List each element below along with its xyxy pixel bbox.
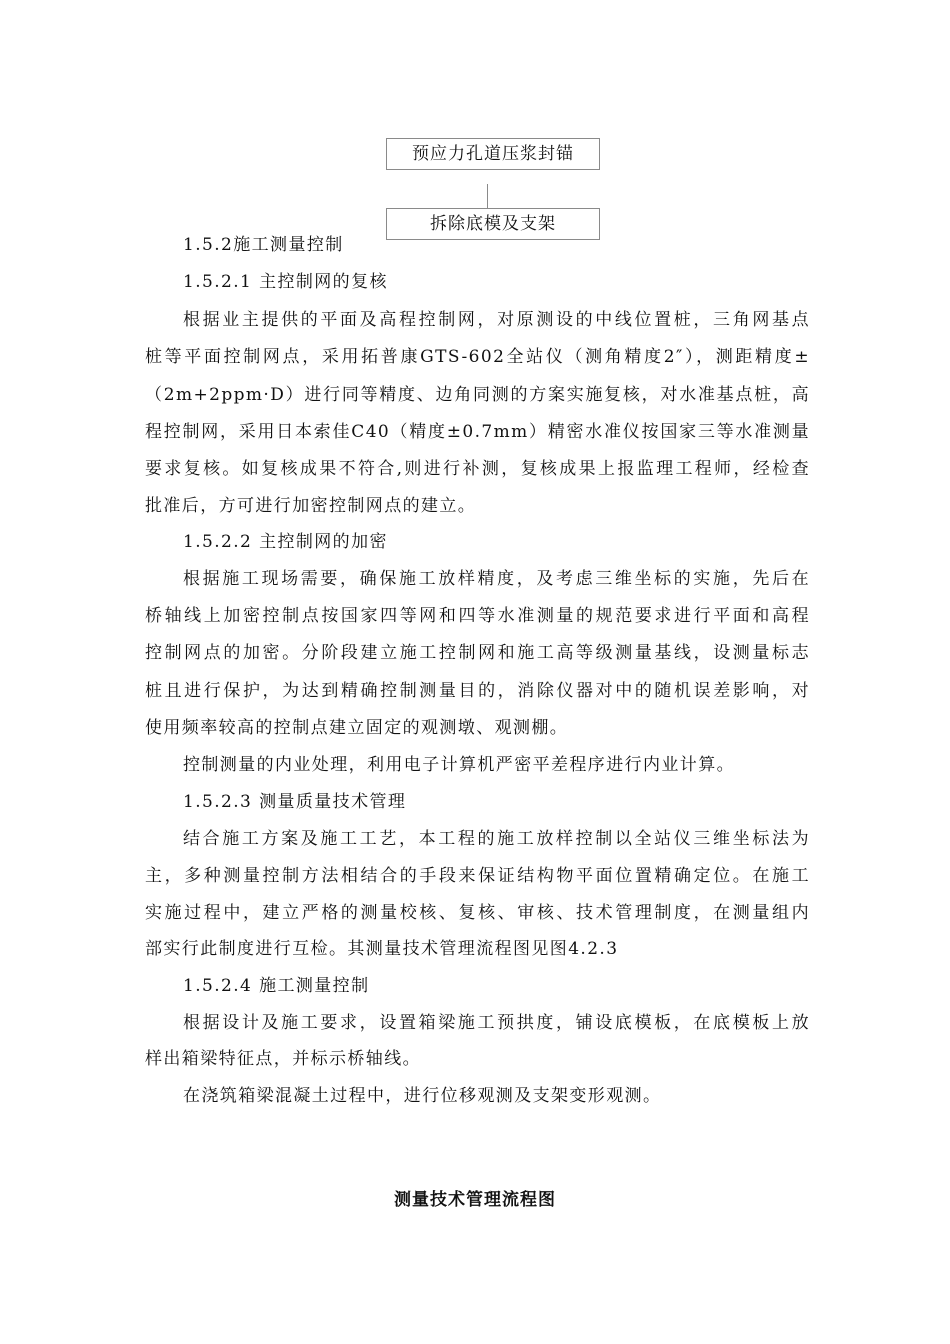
- paragraph-line: 程控制网，采用日本索佳C40（精度±0.7mm）精密水准仪按国家三等水准测量: [145, 422, 810, 442]
- paragraph-line: 桥轴线上加密控制点按国家四等网和四等水准测量的规范要求进行平面和高程: [145, 606, 810, 626]
- paragraph-line: 实施过程中，建立严格的测量校核、复核、审核、技术管理制度，在测量组内: [145, 903, 810, 923]
- section-heading-1-5-2-2: 1.5.2.2 主控制网的加密: [183, 532, 388, 552]
- paragraph-line: 批准后，方可进行加密控制网点的建立。: [145, 496, 477, 516]
- section-heading-1-5-2-3: 1.5.2.3 测量质量技术管理: [183, 792, 407, 812]
- section-heading-1-5-2-1: 1.5.2.1 主控制网的复核: [183, 272, 388, 292]
- section-heading-1-5-2-4: 1.5.2.4 施工测量控制: [183, 976, 370, 996]
- paragraph-line: 根据施工现场需要，确保施工放样精度，及考虑三维坐标的实施，先后在: [183, 569, 810, 589]
- paragraph-line: 样出箱梁特征点，并标示桥轴线。: [145, 1049, 421, 1069]
- paragraph-line: 使用频率较高的控制点建立固定的观测墩、观测棚。: [145, 718, 569, 738]
- section-heading-1-5-2: 1.5.2施工测量控制: [183, 235, 344, 255]
- paragraph-line: 根据设计及施工要求，设置箱梁施工预拱度，铺设底模板，在底模板上放: [183, 1013, 810, 1033]
- flowchart-box-grouting: 预应力孔道压浆封锚: [386, 138, 600, 170]
- flowchart-box-remove-formwork: 拆除底模及支架: [386, 208, 600, 240]
- paragraph-line: 要求复核。如复核成果不符合,则进行补测，复核成果上报监理工程师，经检查: [145, 459, 810, 479]
- paragraph-line: 控制网点的加密。分阶段建立施工控制网和施工高等级测量基线，设测量标志: [145, 643, 810, 663]
- figure-title: 测量技术管理流程图: [394, 1190, 556, 1210]
- paragraph-line: 根据业主提供的平面及高程控制网，对原测设的中线位置桩，三角网基点: [183, 310, 810, 330]
- paragraph-line: 主，多种测量控制方法相结合的手段来保证结构物平面位置精确定位。在施工: [145, 866, 810, 886]
- paragraph-line: （2m+2ppm·D）进行同等精度、边角同测的方案实施复核，对水准基点桩，高: [145, 385, 810, 405]
- paragraph-line: 在浇筑箱梁混凝土过程中，进行位移观测及支架变形观测。: [183, 1086, 662, 1106]
- paragraph-line: 桩且进行保护，为达到精确控制测量目的，消除仪器对中的随机误差影响，对: [145, 681, 810, 701]
- paragraph-line: 结合施工方案及施工工艺，本工程的施工放样控制以全站仪三维坐标法为: [183, 829, 810, 849]
- flowchart-connector: [487, 184, 488, 208]
- paragraph-line: 桩等平面控制网点，采用拓普康GTS-602全站仪（测角精度2″），测距精度±: [145, 347, 810, 367]
- paragraph-line: 控制测量的内业处理，利用电子计算机严密平差程序进行内业计算。: [183, 755, 735, 775]
- paragraph-line: 部实行此制度进行互检。其测量技术管理流程图见图4.2.3: [145, 939, 619, 959]
